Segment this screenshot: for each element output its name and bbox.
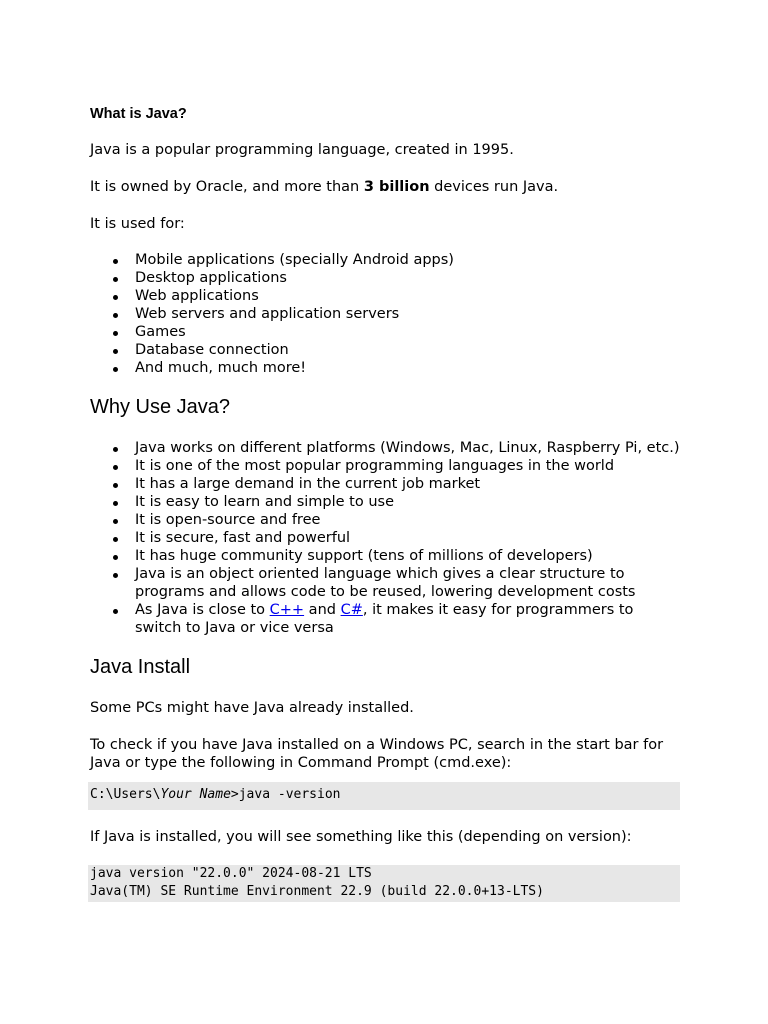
output-line: Java(TM) SE Runtime Environment 22.9 (build 22.0.0+13-LTS) xyxy=(90,884,544,899)
install-paragraph-2: To check if you have Java installed on a Windows PC, search in the start bar for Java or type the following in Command Prompt (cmd.exe): xyxy=(90,737,664,771)
uses-list xyxy=(90,251,680,377)
cmd-suffix: >java -version xyxy=(230,787,341,802)
last-item-after: , it makes it easy for programmers to switch to Java or vice versa xyxy=(135,602,634,636)
intro-paragraph-3: It is used for: xyxy=(90,216,185,232)
list-item: It is one of the most popular programming languages in the world xyxy=(135,457,680,475)
heading-what-is-java: What is Java? xyxy=(90,106,187,122)
list-item: It is secure, fast and powerful xyxy=(135,529,680,547)
why-list xyxy=(90,439,680,637)
install-paragraph-1: Some PCs might have Java already installed. xyxy=(90,700,414,716)
output-code-block xyxy=(88,865,680,902)
document-content xyxy=(90,105,680,920)
list-item: Games xyxy=(135,323,680,341)
heading-java-install: Java Install xyxy=(90,656,191,678)
list-item: It has a large demand in the current job market xyxy=(135,475,680,493)
heading-why-use-java: Why Use Java? xyxy=(90,396,231,418)
command-line xyxy=(88,782,680,810)
cmd-user: Your Name xyxy=(160,787,231,802)
last-item-before: As Java is close to xyxy=(135,602,270,618)
output-line: java version "22.0.0" 2024-08-21 LTS xyxy=(90,866,372,881)
list-item: It is easy to learn and simple to use xyxy=(135,493,680,511)
intro-paragraph-1: Java is a popular programming language, created in 1995. xyxy=(90,142,514,158)
list-item: Java is an object oriented language which gives a clear structure to programs and allows code to be reused, lowering development costs xyxy=(135,565,680,601)
link-cpp[interactable]: C++ xyxy=(269,602,305,618)
intro-p2-bold: 3 billion xyxy=(363,179,430,195)
cmd-prefix: C:\Users\ xyxy=(90,787,161,802)
list-item: Database connection xyxy=(135,341,680,359)
list-item: It has huge community support (tens of millions of developers) xyxy=(135,547,680,565)
intro-p2-after: devices run Java. xyxy=(429,179,559,195)
list-item: Desktop applications xyxy=(135,269,680,287)
list-item: Java works on different platforms (Windows, Mac, Linux, Raspberry Pi, etc.) xyxy=(135,440,680,456)
list-item: It is open-source and free xyxy=(135,511,680,529)
intro-paragraph-2 xyxy=(90,178,680,196)
list-item: And much, much more! xyxy=(135,359,680,377)
list-item xyxy=(135,601,680,637)
last-item-and: and xyxy=(304,602,341,618)
list-item: Mobile applications (specially Android apps) xyxy=(135,251,680,269)
link-csharp[interactable]: C# xyxy=(340,602,363,618)
list-item: Web applications xyxy=(135,287,680,305)
command-code-block xyxy=(88,782,680,810)
list-item: Web servers and application servers xyxy=(135,305,680,323)
install-paragraph-3: If Java is installed, you will see something like this (depending on version): xyxy=(90,829,632,845)
intro-p2-before: It is owned by Oracle, and more than xyxy=(90,179,364,195)
